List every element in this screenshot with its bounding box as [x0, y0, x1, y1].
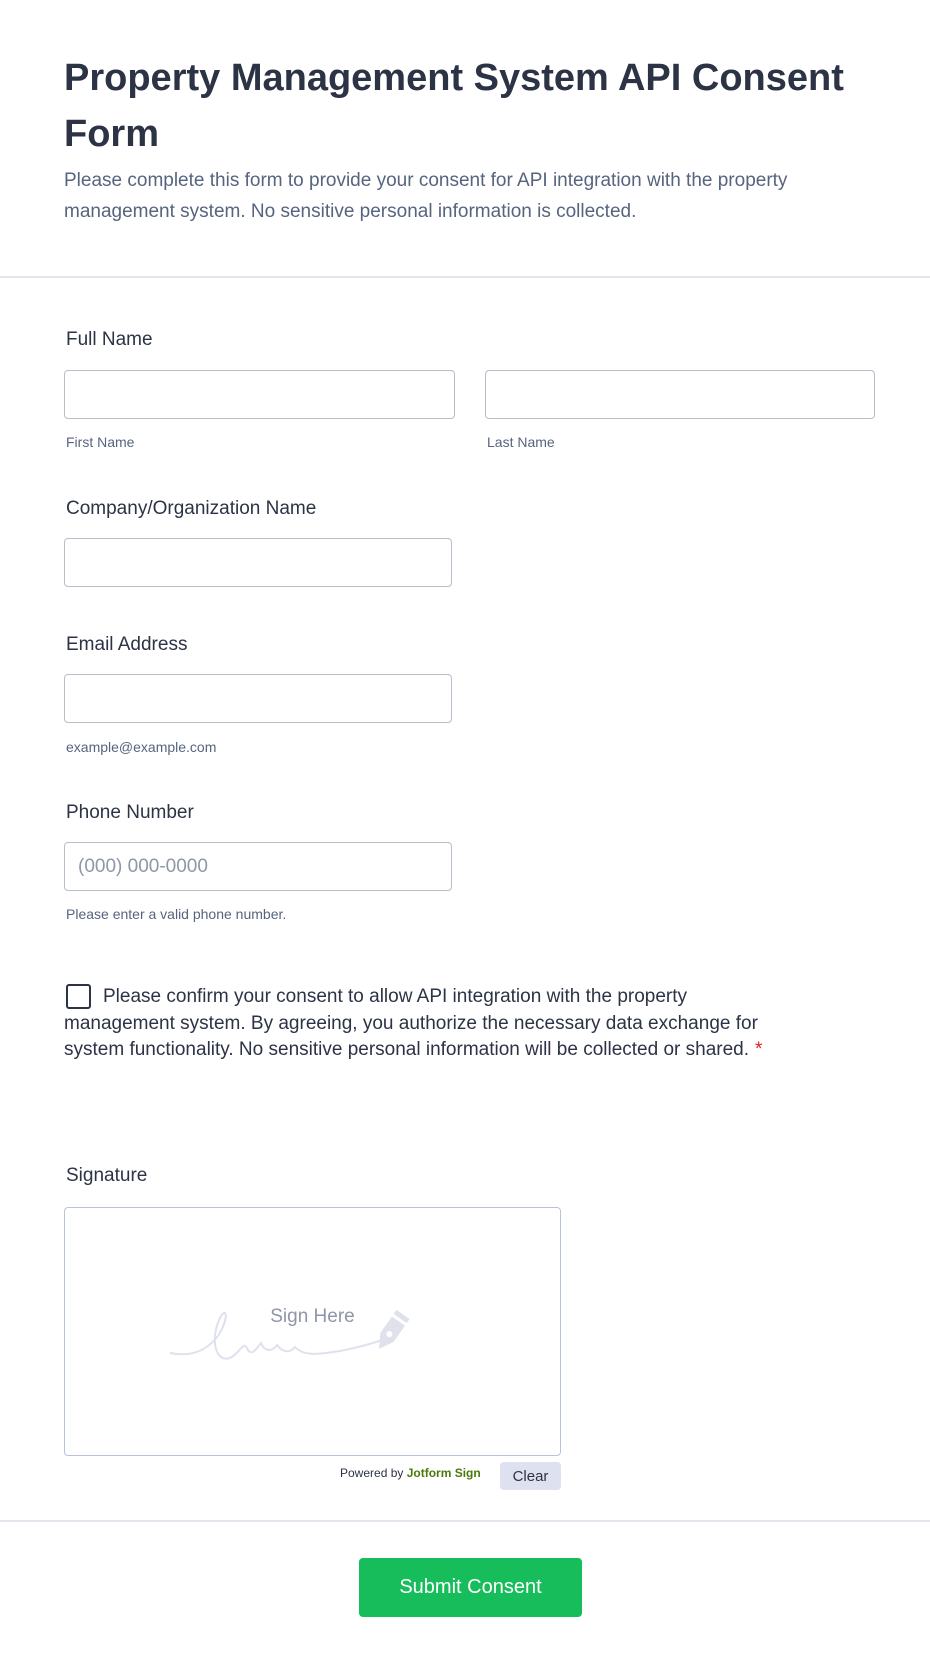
full-name-label: Full Name	[66, 329, 153, 350]
footer-divider	[0, 1520, 930, 1522]
email-label: Email Address	[66, 634, 188, 655]
form-description: Please complete this form to provide your consent for API integration with the property management system. No sensitive personal information is collected.	[64, 170, 788, 222]
consent-checkbox[interactable]	[66, 984, 91, 1009]
consent-text	[64, 984, 784, 1064]
clear-signature-button[interactable]: Clear	[500, 1462, 561, 1490]
powered-by-text: Powered by	[340, 1466, 404, 1480]
form-title: Property Management System API Consent Form	[64, 57, 844, 155]
email-sublabel: example@example.com	[66, 739, 217, 755]
header-divider	[0, 276, 930, 278]
signature-scribble-icon	[165, 1303, 465, 1373]
jotform-sign-brand: Jotform Sign	[406, 1466, 481, 1480]
submit-button[interactable]: Submit Consent	[359, 1558, 582, 1617]
email-input[interactable]	[64, 674, 452, 723]
signature-label: Signature	[66, 1165, 148, 1186]
consent-label: Please confirm your consent to allow API integration with the property management system. By agreeing, you authorize the necessary data exchange for system functionality. No sensitive personal information will be collected or shared.	[64, 986, 758, 1061]
company-label: Company/Organization Name	[66, 498, 317, 519]
phone-input[interactable]	[64, 842, 452, 891]
sign-here-placeholder: Sign Here	[270, 1306, 355, 1327]
powered-by	[340, 1466, 481, 1480]
first-name-input[interactable]	[64, 370, 455, 419]
first-name-sublabel: First Name	[66, 434, 135, 450]
required-mark: *	[755, 1039, 763, 1061]
last-name-input[interactable]	[485, 370, 875, 419]
signature-pad[interactable]	[64, 1207, 561, 1456]
last-name-sublabel: Last Name	[487, 434, 555, 450]
phone-sublabel: Please enter a valid phone number.	[66, 906, 287, 922]
phone-label: Phone Number	[66, 802, 194, 823]
company-input[interactable]	[64, 538, 452, 587]
